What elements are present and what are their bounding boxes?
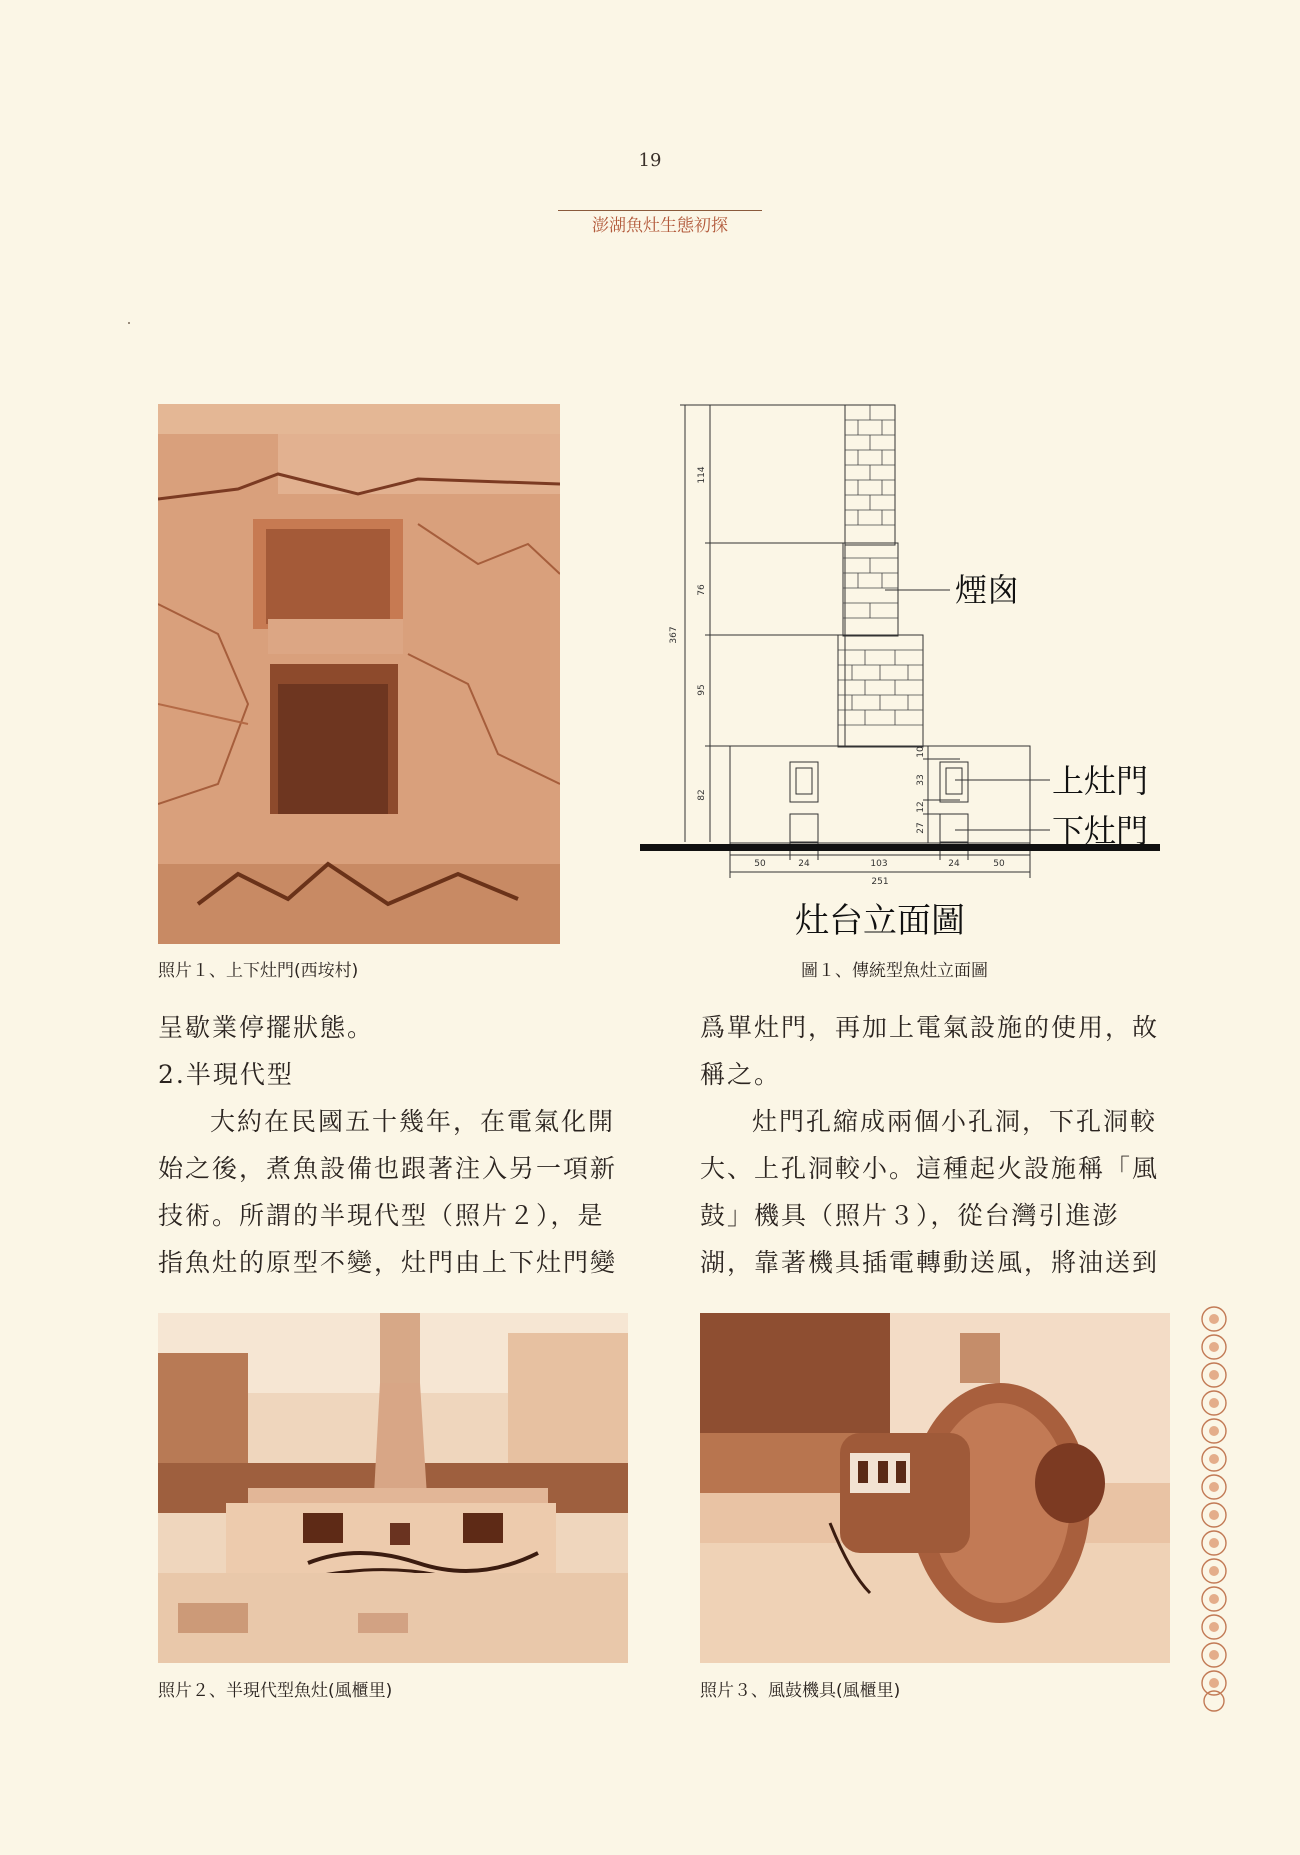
section-heading: 2.半現代型 <box>158 1060 294 1089</box>
dim-h3: 95 <box>697 684 707 696</box>
dim-w2: 24 <box>798 859 810 869</box>
photo-2-semimodern-stove <box>158 1313 628 1663</box>
left-paragraph: 大約在民國五十幾年，在電氣化開始之後，煮魚設備也跟著注入另一項新技術。所謂的半現代型（照片２），是指魚灶的原型不變，灶門由上下灶門變 <box>158 1107 618 1277</box>
dim-w1: 50 <box>754 859 766 869</box>
dim-w3: 103 <box>870 859 888 869</box>
figure-1-caption: 圖１、傳統型魚灶立面圖 <box>801 961 988 981</box>
dim-total-height: 367 <box>669 626 679 644</box>
dim-total-width: 251 <box>871 877 889 887</box>
dim-r1: 10 <box>916 746 926 758</box>
running-title: 澎湖魚灶生態初探 <box>592 216 728 236</box>
decorative-ornament-strip <box>1196 1305 1232 1715</box>
photo-1-caption: 照片１、上下灶門(西垵村) <box>158 961 359 981</box>
stove-elevation-diagram <box>630 400 1190 960</box>
left-line-1: 呈歇業停擺狀態。 <box>158 1013 375 1042</box>
dim-r2: 33 <box>916 774 926 786</box>
dim-r3: 12 <box>916 801 926 813</box>
left-column-text <box>158 1004 628 1286</box>
label-chimney: 煙囪 <box>955 571 1020 609</box>
right-paragraph-2: 灶門孔縮成兩個小孔洞，下孔洞較大、上孔洞較小。這種起火設施稱「風鼓」機具（照片３），從台灣引進澎湖，靠著機具插電轉動送風，將油送到 <box>700 1107 1160 1277</box>
page-number: 19 <box>638 150 662 171</box>
dim-w5: 50 <box>993 859 1005 869</box>
dim-w4: 24 <box>948 859 960 869</box>
label-lower-door: 下灶門 <box>1052 812 1149 850</box>
photo-3-caption: 照片３、風鼓機具(風櫃里) <box>700 1681 901 1701</box>
dim-h1: 114 <box>697 466 707 484</box>
stray-dot <box>128 322 130 324</box>
dim-h2: 76 <box>697 584 707 596</box>
photo-3-blower-machine <box>700 1313 1170 1663</box>
right-paragraph-1: 爲單灶門，再加上電氣設施的使用，故稱之。 <box>700 1013 1160 1089</box>
figure-title: 灶台立面圖 <box>795 901 965 941</box>
photo-2-caption: 照片２、半現代型魚灶(風櫃里) <box>158 1681 393 1701</box>
photo-1-stove-doors <box>158 404 560 944</box>
dim-h4: 82 <box>697 789 707 801</box>
label-upper-door: 上灶門 <box>1052 762 1149 800</box>
dim-r4: 27 <box>916 822 926 834</box>
right-column-text <box>700 1004 1170 1286</box>
